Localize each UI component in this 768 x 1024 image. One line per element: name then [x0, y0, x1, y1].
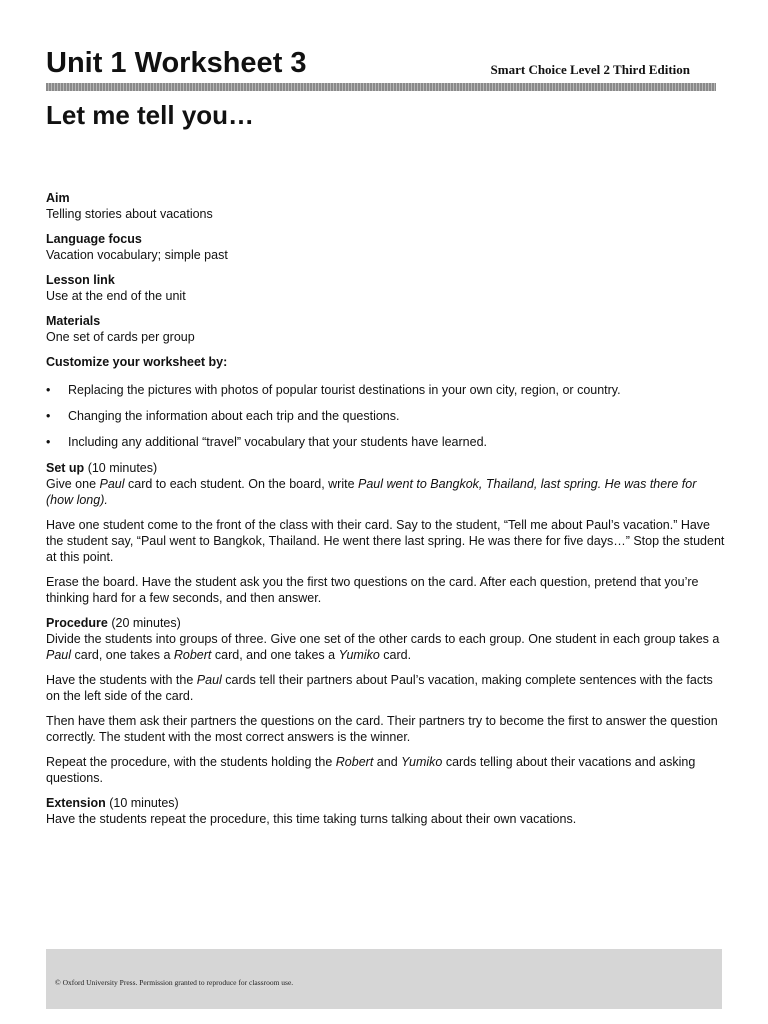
procedure-section [46, 615, 726, 663]
procedure-text-c: card, one takes a [71, 648, 174, 662]
header-rule [46, 83, 716, 91]
procedure-p4-b: Robert [335, 755, 374, 769]
bullet-icon: • [46, 409, 51, 423]
aim-section [46, 190, 726, 222]
materials-section [46, 313, 726, 345]
bullet-icon: • [46, 435, 51, 449]
procedure-p4-a: Repeat the procedure, with the students holding the [46, 755, 336, 769]
procedure-paragraph-4 [46, 754, 726, 786]
procedure-text-a: Divide the students into groups of three. Give one set of the other cards to each group. One student in each group takes a [46, 632, 720, 646]
extension-label: Extension [46, 796, 106, 810]
setup-duration: (10 minutes) [87, 461, 158, 475]
lesson-link-section [46, 272, 726, 304]
materials-text: One set of cards per group [46, 330, 195, 344]
procedure-text-f: Yumiko [338, 648, 380, 662]
list-item [46, 408, 726, 424]
language-focus-section [46, 231, 726, 263]
lesson-link-text: Use at the end of the unit [46, 289, 186, 303]
setup-paragraph-2: Have one student come to the front of the class with their card. Say to the student, “Tell me about Paul’s vacation.” Have the student say, “Paul went to Bangkok, Thailand. He went there last spring. He was there for five days…” Stop the student at this point. [46, 518, 725, 564]
worksheet-title: Unit 1 Worksheet 3 [46, 47, 307, 79]
materials-label: Materials [46, 314, 101, 328]
extension-text: Have the students repeat the procedure, this time taking turns talking about their own vacations. [46, 812, 577, 826]
customize-list [46, 382, 726, 450]
procedure-text-e: card, and one takes a [211, 648, 339, 662]
list-item-text: Replacing the pictures with photos of popular tourist destinations in your own city, region, or country. [68, 383, 621, 397]
setup-label: Set up [46, 461, 85, 475]
setup-section [46, 460, 726, 508]
customize-label: Customize your worksheet by: [46, 355, 228, 369]
language-focus-label: Language focus [46, 232, 142, 246]
setup-text-c: card to each student. On the board, write [124, 477, 359, 491]
lesson-link-label: Lesson link [46, 273, 115, 287]
aim-text: Telling stories about vacations [46, 207, 213, 221]
procedure-p2-a: Have the students with the [46, 673, 197, 687]
procedure-text-g: card. [379, 648, 412, 662]
list-item-text: Changing the information about each trip and the questions. [68, 409, 400, 423]
setup-text-a: Give one [46, 477, 100, 491]
procedure-text-d: Robert [173, 648, 212, 662]
aim-label: Aim [46, 191, 70, 205]
list-item [46, 434, 726, 450]
language-focus-text: Vacation vocabulary; simple past [46, 248, 228, 262]
procedure-p4-e: cards telling about their vacations and asking questions. [46, 755, 696, 785]
copyright-footer [46, 949, 722, 1009]
copyright-text: © Oxford University Press. Permission granted to reproduce for classroom use. [55, 978, 294, 987]
extension-section [46, 795, 726, 827]
procedure-duration: (20 minutes) [111, 616, 181, 630]
procedure-paragraph-3: Then have them ask their partners the questions on the card. Their partners try to become the first to answer the question correctly. The student with the most correct answers is the winner. [46, 714, 718, 744]
list-item [46, 382, 726, 398]
edition-label: Smart Choice Level 2 Third Edition [490, 62, 690, 77]
extension-duration: (10 minutes) [109, 796, 179, 810]
setup-text-b: Paul [99, 477, 125, 491]
bullet-icon: • [46, 383, 51, 397]
procedure-p4-c: and [373, 755, 402, 769]
customize-section [46, 354, 726, 370]
setup-paragraph-3: Erase the board. Have the student ask you the first two questions on the card. After each question, pretend that you’re thinking hard for a few seconds, and then answer. [46, 575, 699, 605]
list-item-text: Including any additional “travel” vocabulary that your students have learned. [68, 435, 488, 449]
procedure-p2-c: cards tell their partners about Paul’s vacation, making complete sentences with the facts on the left side of the card. [46, 673, 713, 703]
setup-board-sentence: Paul went to Bangkok, Thailand, last spring. He was there for (how long). [46, 477, 697, 507]
procedure-p4-d: Yumiko [401, 755, 443, 769]
procedure-label: Procedure [46, 616, 108, 630]
procedure-text-b: Paul [46, 648, 72, 662]
procedure-paragraph-2 [46, 672, 726, 704]
worksheet-content [46, 190, 726, 836]
procedure-p2-b: Paul [196, 673, 222, 687]
worksheet-subtitle: Let me tell you… [46, 100, 255, 130]
